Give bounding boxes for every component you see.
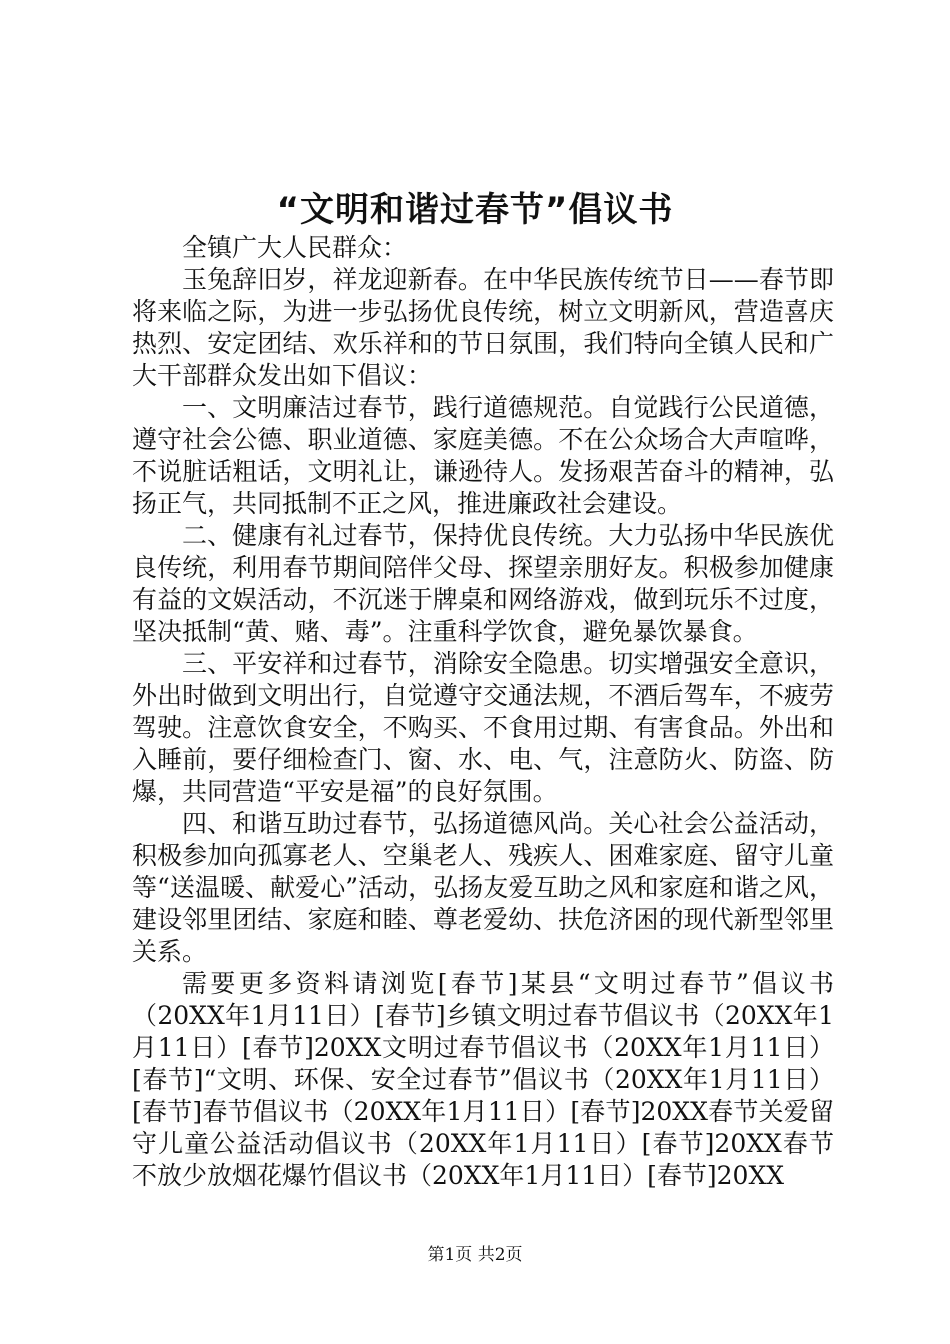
paragraph-item-3: 三、平安祥和过春节，消除安全隐患。切实增强安全意识，外出时做到文明出行，自觉遵守交通法规，不酒后驾车，不疲劳驾驶。注意饮食安全，不购买、不食用过期、有害食品。外出和入睡前，要仔细检查门、窗、水、电、气，注意防火、防盗、防爆，共同营造“平安是福”的良好氛围。 (132, 649, 834, 806)
paragraph-item-2: 二、健康有礼过春节，保持优良传统。大力弘扬中华民族优良传统，利用春节期间陪伴父母、探望亲朋好友。积极参加健康有益的文娱活动，不沉迷于牌桌和网络游戏，做到玩乐不过度，坚决抵制“黄、赌、毒”。注重科学饮食，避免暴饮暴食。 (132, 521, 834, 646)
salutation: 全镇广大人民群众： (182, 233, 408, 262)
paragraph-more-resources: 需要更多资料请浏览[春节]某县“文明过春节”倡议书（20XX年1月11日）[春节]乡镇文明过春节倡议书（20XX年1月11日）[春节]20XX文明过春节倡议书（20XX年1月11日）[春节]“文明、环保、安全过春节”倡议书（20XX年1月11日）[春节]春节倡议书（20XX年1月11日）[春节]20XX春节关爱留守儿童公益活动倡议书（20XX年1月11日）[春节]20XX春节不放少放烟花爆竹倡议书（20XX年1月11日）[春节]20XX (132, 969, 834, 1190)
paragraph-intro: 玉兔辞旧岁，祥龙迎新春。在中华民族传统节日——春节即将来临之际，为进一步弘扬优良传统，树立文明新风，营造喜庆热烈、安定团结、欢乐祥和的节日氛围，我们特向全镇人民和广大干部群众发出如下倡议： (132, 265, 834, 390)
page-number-footer: 第1页 共2页 (427, 1245, 523, 1265)
document-body (132, 232, 834, 1192)
paragraph-item-1: 一、文明廉洁过春节，践行道德规范。自觉践行公民道德，遵守社会公德、职业道德、家庭美德。不在公众场合大声喧哗，不说脏话粗话，文明礼让，谦逊待人。发扬艰苦奋斗的精神，弘扬正气，共同抵制不正之风，推进廉政社会建设。 (132, 393, 834, 518)
paragraph-item-4: 四、和谐互助过春节，弘扬道德风尚。关心社会公益活动，积极参加向孤寡老人、空巢老人、残疾人、困难家庭、留守儿童等“送温暖、献爱心”活动，弘扬友爱互助之风和家庭和谐之风，建设邻里团结、家庭和睦、尊老爱幼、扶危济困的现代新型邻里关系。 (132, 809, 834, 966)
document-title: “文明和谐过春节”倡议书 (276, 190, 674, 230)
